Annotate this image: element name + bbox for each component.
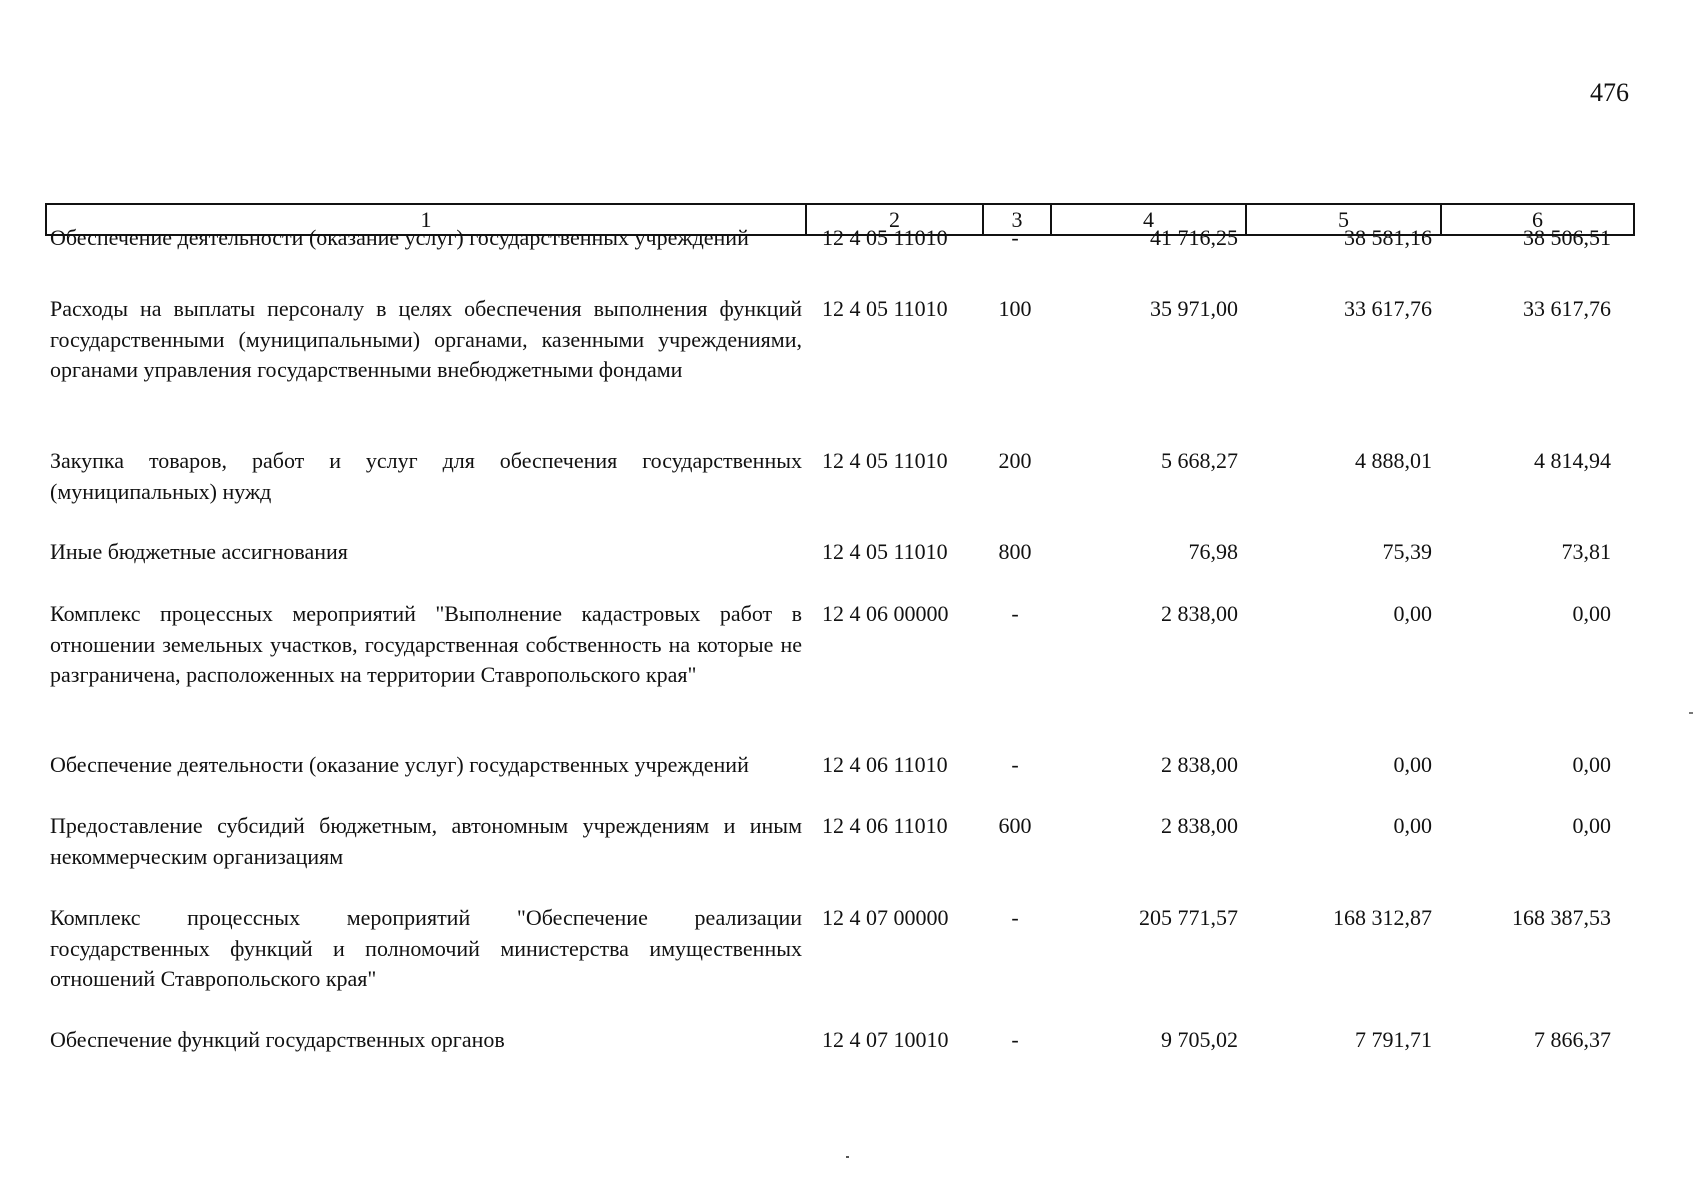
row-type: - [1011, 225, 1019, 250]
row-value-4: 2 838,00 [1161, 813, 1238, 838]
row-name: Иные бюджетные ассигнования [50, 539, 348, 564]
row-name: Предоставление субсидий бюджетным, автономным учреждениям и иным некоммерческим организациям [50, 813, 802, 869]
row-name: Обеспечение деятельности (оказание услуг) государственных учреждений [50, 225, 749, 250]
row-code: 12 4 06 00000 [822, 601, 949, 626]
row-name: Комплекс процессных мероприятий "Обеспечение реализации государственных функций и полномочий министерства имущественных отношений Ставропольского края" [50, 905, 802, 991]
column-header-3: 3 [983, 204, 1051, 235]
page-number: 476 [1590, 78, 1629, 107]
row-type: 200 [998, 448, 1032, 473]
column-header-1: 1 [46, 204, 806, 235]
row-value-4: 76,98 [1188, 539, 1238, 564]
column-header-2: 2 [806, 204, 983, 235]
row-value-6: 4 814,94 [1534, 448, 1611, 473]
row-value-4: 205 771,57 [1139, 905, 1238, 930]
row-type: - [1011, 905, 1019, 930]
row-type: - [1011, 752, 1019, 777]
row-value-6: 168 387,53 [1512, 905, 1611, 930]
column-header-6: 6 [1441, 204, 1634, 235]
row-value-6: 38 506,51 [1523, 225, 1611, 250]
row-value-6: 33 617,76 [1523, 296, 1611, 321]
row-value-4: 2 838,00 [1161, 601, 1238, 626]
row-value-5: 4 888,01 [1355, 448, 1432, 473]
row-name: Расходы на выплаты персоналу в целях обеспечения выполнения функций государственными (муниципальными) органами, казенными учреждениями, органами управления государственными внебюджетными фондами [50, 296, 802, 382]
row-value-6: 7 866,37 [1534, 1027, 1611, 1052]
row-value-5: 38 581,16 [1344, 225, 1432, 250]
row-code: 12 4 05 11010 [822, 539, 948, 564]
row-code: 12 4 07 00000 [822, 905, 949, 930]
row-name: Обеспечение деятельности (оказание услуг) государственных учреждений [50, 752, 749, 777]
row-value-4: 9 705,02 [1161, 1027, 1238, 1052]
row-value-5: 168 312,87 [1333, 905, 1432, 930]
row-type: 100 [998, 296, 1032, 321]
row-value-5: 33 617,76 [1344, 296, 1432, 321]
row-value-5: 7 791,71 [1355, 1027, 1432, 1052]
row-value-6: 0,00 [1572, 601, 1611, 626]
row-value-4: 41 716,25 [1150, 225, 1238, 250]
row-name: Комплекс процессных мероприятий "Выполнение кадастровых работ в отношении земельных участков, государственная собственность на которые не разграничена, расположенных на территории Ставропольского края" [50, 601, 802, 687]
row-value-5: 0,00 [1393, 813, 1432, 838]
row-code: 12 4 05 11010 [822, 225, 948, 250]
row-code: 12 4 06 11010 [822, 813, 948, 838]
row-code: 12 4 05 11010 [822, 448, 948, 473]
row-type: - [1011, 601, 1019, 626]
column-header-5: 5 [1246, 204, 1441, 235]
row-type: 600 [998, 813, 1032, 838]
row-value-4: 5 668,27 [1161, 448, 1238, 473]
row-value-6: 0,00 [1572, 752, 1611, 777]
row-code: 12 4 07 10010 [822, 1027, 949, 1052]
row-code: 12 4 05 11010 [822, 296, 948, 321]
row-value-6: 73,81 [1561, 539, 1611, 564]
scan-speck [846, 1156, 849, 1158]
row-value-4: 2 838,00 [1161, 752, 1238, 777]
row-code: 12 4 06 11010 [822, 752, 948, 777]
scan-speck [1689, 712, 1693, 714]
row-value-5: 0,00 [1393, 752, 1432, 777]
row-value-5: 75,39 [1382, 539, 1432, 564]
row-value-5: 0,00 [1393, 601, 1432, 626]
row-name: Обеспечение функций государственных органов [50, 1027, 505, 1052]
row-value-6: 0,00 [1572, 813, 1611, 838]
row-name: Закупка товаров, работ и услуг для обеспечения государственных (муниципальных) нужд [50, 448, 802, 504]
row-type: 800 [998, 539, 1032, 564]
column-header-4: 4 [1051, 204, 1246, 235]
row-type: - [1011, 1027, 1019, 1052]
row-value-4: 35 971,00 [1150, 296, 1238, 321]
